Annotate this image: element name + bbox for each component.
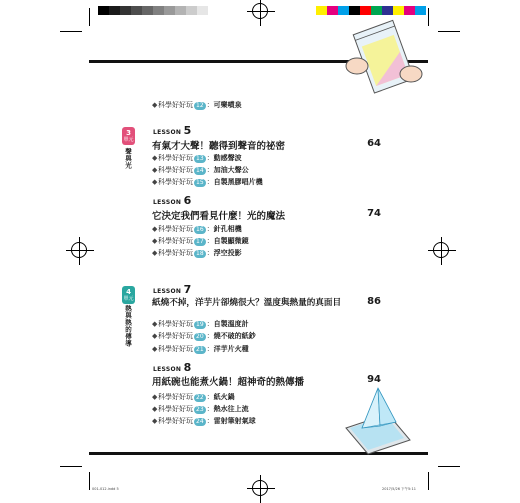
gray-swatch <box>153 6 164 15</box>
crop-mark <box>89 472 90 490</box>
diamond-icon: ◆ <box>152 332 158 340</box>
unit-badge: 4 單元 <box>123 288 134 302</box>
unit-badge: 3 單元 <box>123 129 134 143</box>
gray-swatch <box>131 6 142 15</box>
lesson-label: LESSON 6 <box>153 194 192 207</box>
registration-mark-right <box>433 242 449 258</box>
activity-item: ◆科學好好玩 19 ：自製溫度計 <box>152 320 249 328</box>
activity-item: ◆科學好好玩 22 ：紙火鍋 <box>152 393 235 401</box>
gray-swatch <box>186 6 197 15</box>
registration-mark-bottom <box>252 480 268 496</box>
color-swatch <box>338 6 349 15</box>
crop-mark <box>438 466 460 467</box>
diamond-icon: ◆ <box>152 166 158 174</box>
gray-swatch <box>98 6 109 15</box>
color-swatch <box>393 6 404 15</box>
gray-swatch <box>120 6 131 15</box>
color-swatch <box>415 6 426 15</box>
hands-bag-illustration <box>343 18 423 98</box>
gray-swatch <box>197 6 208 15</box>
activity-item: ◆科學好好玩 24 ：雷射筆射氣球 <box>152 417 256 425</box>
diamond-icon: ◆ <box>152 345 158 353</box>
activity-item: ◆科學好好玩 14 ：加油大聲公 <box>152 166 249 174</box>
lesson-label: LESSON 8 <box>153 361 192 374</box>
lesson-title: 紙燒不掉，洋芋片卻燒很大？溫度與熱量的真面目 <box>152 298 342 308</box>
activity-item: ◆科學好好玩 17 ：自製顯微鏡 <box>152 237 249 245</box>
activity-item: ◆科學好好玩 12 ：可樂噴泉 <box>152 101 242 109</box>
diamond-icon: ◆ <box>152 417 158 425</box>
color-swatch <box>349 6 360 15</box>
lesson-label: LESSON 7 <box>153 283 192 296</box>
gray-swatch <box>164 6 175 15</box>
diamond-icon: ◆ <box>152 249 158 257</box>
diamond-icon: ◆ <box>152 154 158 162</box>
crop-mark <box>89 8 90 26</box>
registration-mark-top <box>252 3 268 19</box>
crop-mark <box>438 31 460 32</box>
color-swatch <box>382 6 393 15</box>
diamond-icon: ◆ <box>152 178 158 186</box>
activity-item: ◆科學好好玩 16 ：針孔相機 <box>152 225 242 233</box>
page-number: 94 <box>367 374 381 385</box>
activity-item: ◆科學好好玩 18 ：浮空投影 <box>152 249 242 257</box>
activity-item: ◆科學好好玩 15 ：自製黑膠唱片機 <box>152 178 263 186</box>
crop-mark <box>60 466 82 467</box>
unit-title: 聲與光 <box>124 148 132 169</box>
slug-filename: 001-012.indd 5 <box>92 487 119 491</box>
phone-hologram-illustration <box>340 378 416 456</box>
activity-item: ◆科學好好玩 21 ：洋芋片火種 <box>152 345 249 353</box>
gray-swatch <box>109 6 120 15</box>
color-swatch <box>371 6 382 15</box>
lesson-title: 有氣才大聲！聽得到聲音的祕密 <box>152 141 286 152</box>
lesson-title: 用紙碗也能煮火鍋！超神奇的熱傳播 <box>152 377 305 388</box>
crop-mark <box>428 472 429 490</box>
page-number: 86 <box>367 296 381 307</box>
lesson-title: 它決定我們看見什麼！光的魔法 <box>152 211 286 222</box>
diamond-icon: ◆ <box>152 405 158 413</box>
activity-item: ◆科學好好玩 20 ：燒不破的紙鈔 <box>152 332 256 340</box>
diamond-icon: ◆ <box>152 237 158 245</box>
crop-mark <box>428 8 429 26</box>
page-number: 74 <box>367 208 381 219</box>
gray-swatch <box>142 6 153 15</box>
activity-item: ◆科學好好玩 23 ：熱水往上流 <box>152 405 249 413</box>
unit-title: 熱與熱的傳導 <box>124 305 132 347</box>
registration-mark-left <box>71 242 87 258</box>
diamond-icon: ◆ <box>152 320 158 328</box>
color-swatch <box>404 6 415 15</box>
gray-swatch <box>175 6 186 15</box>
activity-item: ◆科學好好玩 13 ：動感聲波 <box>152 154 242 162</box>
slug-timestamp: 2017/5/26 下午5:11 <box>382 487 416 491</box>
page-number: 64 <box>367 138 381 149</box>
diamond-icon: ◆ <box>152 393 158 401</box>
diamond-icon: ◆ <box>152 225 158 233</box>
lesson-label: LESSON 5 <box>153 124 192 137</box>
diamond-icon: ◆ <box>152 101 158 109</box>
color-swatch <box>360 6 371 15</box>
crop-mark <box>60 31 82 32</box>
color-swatch <box>327 6 338 15</box>
color-swatch <box>316 6 327 15</box>
